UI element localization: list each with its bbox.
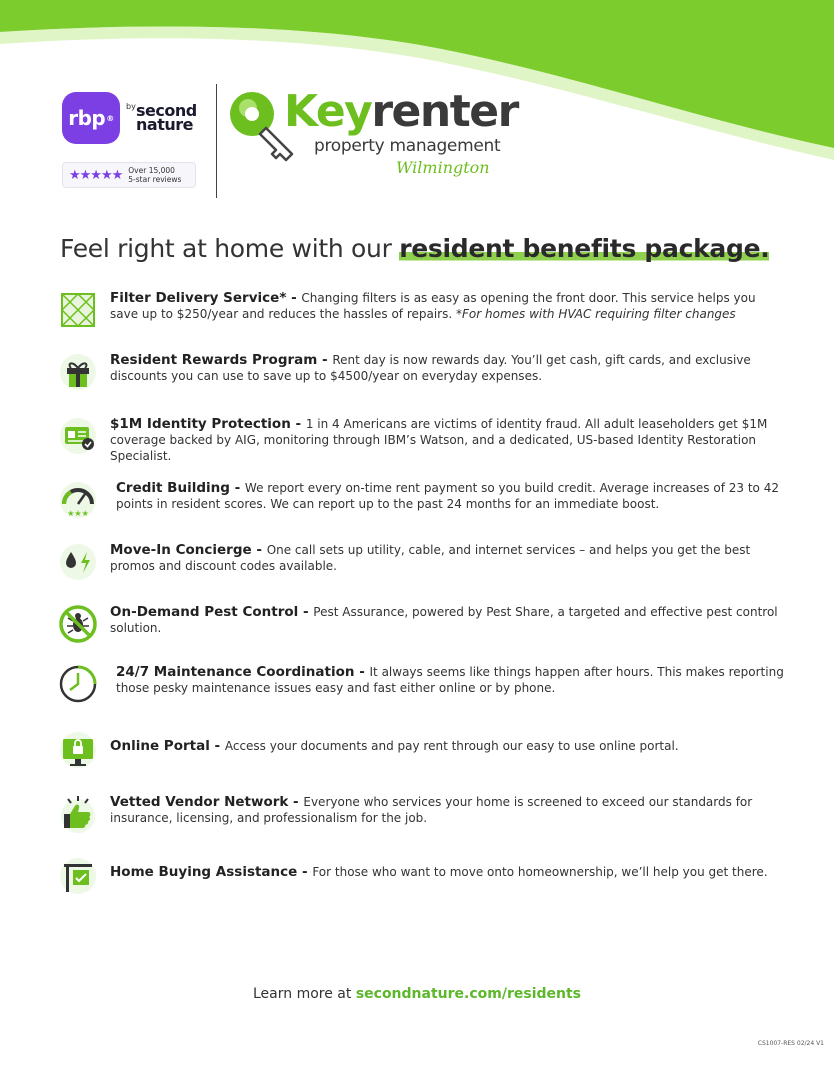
benefit-title: Vetted Vendor Network [110,794,289,810]
benefit-title: 24/7 Maintenance Coordination [116,664,355,680]
gift-icon [58,352,98,392]
svg-text:★★★: ★★★ [67,509,89,518]
benefit-title: Online Portal [110,738,210,754]
brand-subtitle: property management [314,136,501,156]
reviews-caption: 5-star reviews [128,175,182,184]
reviews-count: Over 15,000 [128,166,175,175]
five-stars-icon: ★★★★★ [69,167,123,183]
logo-divider [216,84,217,198]
sold-sign-icon [58,856,98,896]
benefit-description: One call sets up utility, cable, and internet services – and helps you get the best promos and discount codes available. [110,543,751,573]
benefit-description: Everyone who services your home is screened to exceed our standards for insurance, licensing, and professionalism for the job. [110,795,753,825]
benefit-description: Changing filters is as easy as opening the front door. This service helps you save up to $250/year and reduces the hassles of repairs. [110,291,756,321]
benefit-description: We report every on-time rent payment so you build credit. Average increases of 23 to 42 points in resident scores. We can report up to the past 24 months for an immediate boost. [116,481,779,511]
rbp-badge: rbp ® [62,92,120,144]
keyrenter-logo [226,86,516,186]
benefit-description: It always seems like things happen after hours. This makes reporting those pesky maintenance issues easy and fast either online or by phone. [116,665,784,695]
learn-more-link[interactable]: secondnature.com/residents [355,986,581,1002]
benefit-title: Filter Delivery Service [110,290,280,306]
filter-icon [58,290,98,330]
benefit-description: Pest Assurance, powered by Pest Share, a targeted and effective pest control solution. [110,605,778,635]
benefit-title: $1M Identity Protection [110,416,291,432]
benefit-title: On-Demand Pest Control [110,604,299,620]
document-code: CS1007-RES 02/24 V1 [757,1040,824,1047]
reviews-badge [62,162,196,188]
benefit-description: Access your documents and pay rent through our easy to use online portal. [224,739,679,753]
id-card-icon [58,416,98,456]
benefit-description: Rent day is now rewards day. You’ll get cash, gift cards, and exclusive discounts you can use to save up to $4500/year on everyday expenses. [110,353,751,383]
brand-city: Wilmington [396,158,490,177]
utilities-icon [58,542,98,582]
benefit-title: Move-In Concierge [110,542,252,558]
benefit-title: Credit Building [116,480,230,496]
no-bug-icon [58,604,98,644]
headline-highlight: resident benefits package. [399,234,770,263]
thumbs-up-icon [58,794,98,834]
by-label: by [126,102,136,111]
benefit-note: *For homes with HVAC requiring filter changes [456,307,736,321]
rbp-logo [60,92,200,152]
page-title: Feel right at home with our resident benefits package. [60,234,770,263]
clock-icon [58,664,98,704]
brand-wordmark: Keyrenter [284,86,518,137]
second-nature-wordmark: second nature [136,101,197,134]
benefit-description: 1 in 4 Americans are victims of identity fraud. All adult leaseholders get $1M coverage backed by AIG, monitoring through IBM’s Watson, and a dedicated, US-based Identity Restoration Specialist. [110,417,768,463]
monitor-lock-icon [58,730,98,770]
benefit-description: For those who want to move onto homeownership, we’ll help you get there. [312,865,768,879]
learn-more: Learn more at secondnature.com/residents [253,986,581,1002]
benefit-title: Resident Rewards Program [110,352,318,368]
gauge-icon [58,480,98,520]
benefit-title: Home Buying Assistance [110,864,298,880]
